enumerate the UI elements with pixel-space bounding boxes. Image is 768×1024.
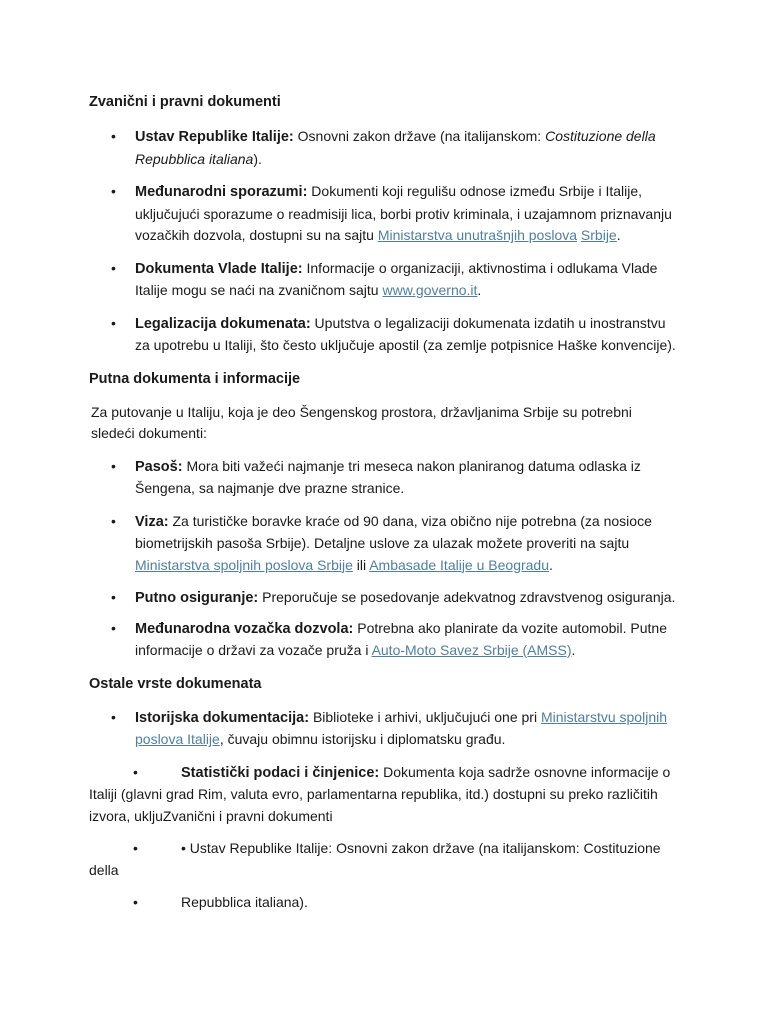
item-mid: ili [352, 556, 370, 573]
list-item [89, 456, 679, 500]
item-text: Informacije o organizaciji, aktivnostima i odlukama Vlade Italije mogu se naći na zvaničnom sajtu [135, 259, 658, 298]
item-text: Potrebna ako planirate da vozite automobil. Putne informacije o državi za vozače pruža i [135, 619, 668, 658]
link-amss[interactable]: Auto-Moto Savez Srbije (AMSS) [371, 642, 572, 658]
tail-paragraph [89, 838, 679, 881]
bullet-glyph: • [133, 894, 138, 910]
item-end: . [571, 642, 576, 658]
item-term: Statistički podaci i činjenice: [181, 764, 380, 781]
item-term: Putno osiguranje: [135, 590, 259, 606]
item-term: Ustav Republike Italije: [135, 129, 294, 145]
list-item [89, 126, 679, 170]
bullet-list [89, 456, 679, 662]
bullet-glyph: • [133, 763, 138, 780]
tail-paragraph [89, 892, 679, 914]
item-term: Istorijska dokumentacija: [135, 709, 310, 726]
item-text: Dokumenti koji regulišu odnose između Srbije i Italije, uključujući sporazume o readmisiji lica, borbi protiv kriminala, i uzajamnom priznavanju vozačkih dozvola, dostupni su na sajtu [135, 183, 672, 243]
item-text: Osnovni zakon države (na italijanskom: [293, 128, 546, 144]
item-text: Repubblica italiana). [181, 894, 308, 910]
tail-paragraph [89, 762, 679, 828]
list-item [89, 511, 679, 577]
item-italic: Costituzione della Repubblica italiana [135, 128, 656, 167]
link-ministarstvo-spoljnih-italije[interactable]: Ministarstvu spoljnih poslova Italije [135, 708, 668, 747]
link-ministarstvo-unutrasnjih[interactable]: Ministarstva unutrašnjih poslova [377, 227, 578, 243]
item-text: • Ustav Republike Italije: Osnovni zakon države (na italijanskom: Costituzione della [89, 840, 661, 878]
bullet-list [89, 126, 679, 357]
link-srbije[interactable]: Srbije [580, 227, 617, 243]
item-text: Za turističke boravke kraće od 90 dana, viza obično nije potrebna (za nosioce biometrijskih pasoša Srbije). Detaljne uslove za ulazak možete proveriti na sajtu [135, 512, 652, 551]
item-end: . [616, 227, 621, 243]
bullet-glyph: • [133, 840, 138, 856]
item-term: Međunarodni sporazumi: [135, 184, 308, 200]
item-term: Viza: [135, 513, 169, 530]
link-governo[interactable]: www.governo.it [382, 282, 478, 298]
item-end: ). [253, 150, 262, 167]
section-heading: Putna dokumenta i informacije [89, 370, 301, 387]
item-end: . [477, 282, 482, 298]
list-item [89, 313, 679, 357]
section-heading: Zvanični i pravni dokumenti [89, 94, 281, 110]
list-item [89, 618, 679, 662]
item-term: Dokumenta Vlade Italije: [135, 260, 303, 277]
section-heading: Ostale vrste dokumenata [89, 675, 262, 692]
item-term: Legalizacija dokumenata: [135, 315, 311, 332]
document-body [89, 92, 679, 914]
list-item [89, 258, 679, 302]
item-text: Mora biti važeći najmanje tri meseca nakon planiranog datuma odlaska iz Šengena, sa najmanje dve prazne stranice. [135, 457, 641, 496]
item-term: Međunarodna vozačka dozvola: [135, 620, 354, 637]
link-ambasada-italije[interactable]: Ambasade Italije u Beogradu [369, 556, 550, 573]
item-term: Pasoš: [135, 458, 183, 475]
section-intro: Za putovanje u Italiju, koja je deo Šengenskog prostora, državljanima Srbije su potrebni sledeći dokumenti: [91, 403, 632, 441]
item-text: Uputstva o legalizaciji dokumenata izdatih u inostranstvu za upotrebu u Italiji, što često uključuje apostil (za zemlje potpisnice Haške konvencije). [135, 314, 676, 353]
item-end: . [549, 556, 553, 573]
list-item [89, 181, 679, 247]
list-item [89, 587, 679, 610]
item-text: Dokumenta koja sadrže osnovne informacije o Italiji (glavni grad Rim, valuta evro, parlamentarna republika, itd.) dostupni su preko različitih izvora, ukljuZvanični i pravni dokumenti [89, 763, 671, 824]
item-end: , čuvaju obimnu istorijsku i diplomatsku građu. [219, 731, 506, 747]
bullet-list [89, 707, 679, 751]
item-text: Preporučuje se posedovanje adekvatnog zdravstvenog osiguranja. [258, 589, 676, 605]
list-item [89, 707, 679, 751]
link-ministarstvo-spoljnih-srbije[interactable]: Ministarstva spoljnih poslova Srbije [135, 556, 353, 573]
item-text: Biblioteke i arhivi, uključujući one pri [309, 708, 541, 725]
